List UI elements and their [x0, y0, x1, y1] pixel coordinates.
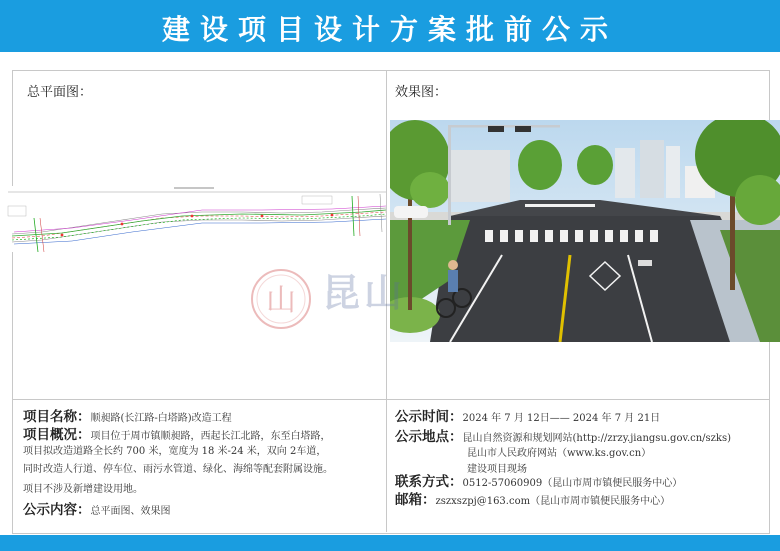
overview-line-1: 项目位于周市镇顺昶路，西起长江北路，东至白塔路， — [90, 431, 331, 442]
overview-line-2: 项目拟改造道路全长约 700 米，宽度为 18 米-24 米，双向 2车道， — [23, 446, 327, 457]
content-value: 总平面图、效果图 — [90, 506, 171, 517]
overview-line-3: 同时改造人行道、停车位、雨污水管道、绿化、海绵等配套附属设施。 — [23, 464, 333, 475]
time-label: 公示时间： — [395, 409, 463, 425]
place-line-2: 昆山市人民政府网站（www.ks.gov.cn） — [467, 448, 652, 459]
footer-bar — [0, 535, 780, 551]
site-plan-drawing — [2, 186, 386, 252]
email-value: zszxszpj@163.com（昆山市周市镇便民服务中心） — [435, 496, 671, 507]
svg-text:山: 山 — [266, 283, 296, 318]
page-title: 建设项目设计方案批前公示 — [161, 13, 618, 46]
kunshan-seal-watermark-icon — [250, 268, 312, 330]
content-row — [23, 503, 171, 519]
horizontal-divider — [12, 399, 770, 400]
place-row — [395, 430, 731, 446]
contact-row — [395, 475, 682, 491]
content-label: 公示内容： — [23, 502, 91, 518]
contact-value: 0512-57060909（昆山市周市镇便民服务中心） — [462, 478, 683, 489]
project-name-row — [23, 410, 232, 426]
overview-line-4: 项目不涉及新增建设用地。 — [23, 484, 143, 495]
render-label: 效果图： — [395, 85, 448, 100]
contact-label: 联系方式： — [395, 474, 463, 490]
overview-label: 项目概况： — [23, 427, 91, 443]
project-name-value: 顺昶路(长江路-白塔路)改造工程 — [90, 413, 232, 424]
plan-label: 总平面图： — [27, 85, 93, 100]
email-label: 邮箱： — [395, 492, 436, 508]
place-label: 公示地点： — [395, 429, 463, 445]
kunshan-watermark-text: 昆山 — [322, 271, 407, 315]
project-name-label: 项目名称： — [23, 409, 91, 425]
time-value: 2024 年 7 月 12日—— 2024 年 7 月 21日 — [462, 413, 661, 424]
place-line-3: 建设项目现场 — [467, 464, 527, 475]
overview-row — [23, 428, 331, 444]
time-row — [395, 410, 660, 426]
place-line-1: 昆山自然资源和规划网站(http://zrzy.jiangsu.gov.cn/szks) — [462, 433, 732, 444]
email-row — [395, 493, 670, 509]
effect-rendering-image — [390, 120, 780, 342]
